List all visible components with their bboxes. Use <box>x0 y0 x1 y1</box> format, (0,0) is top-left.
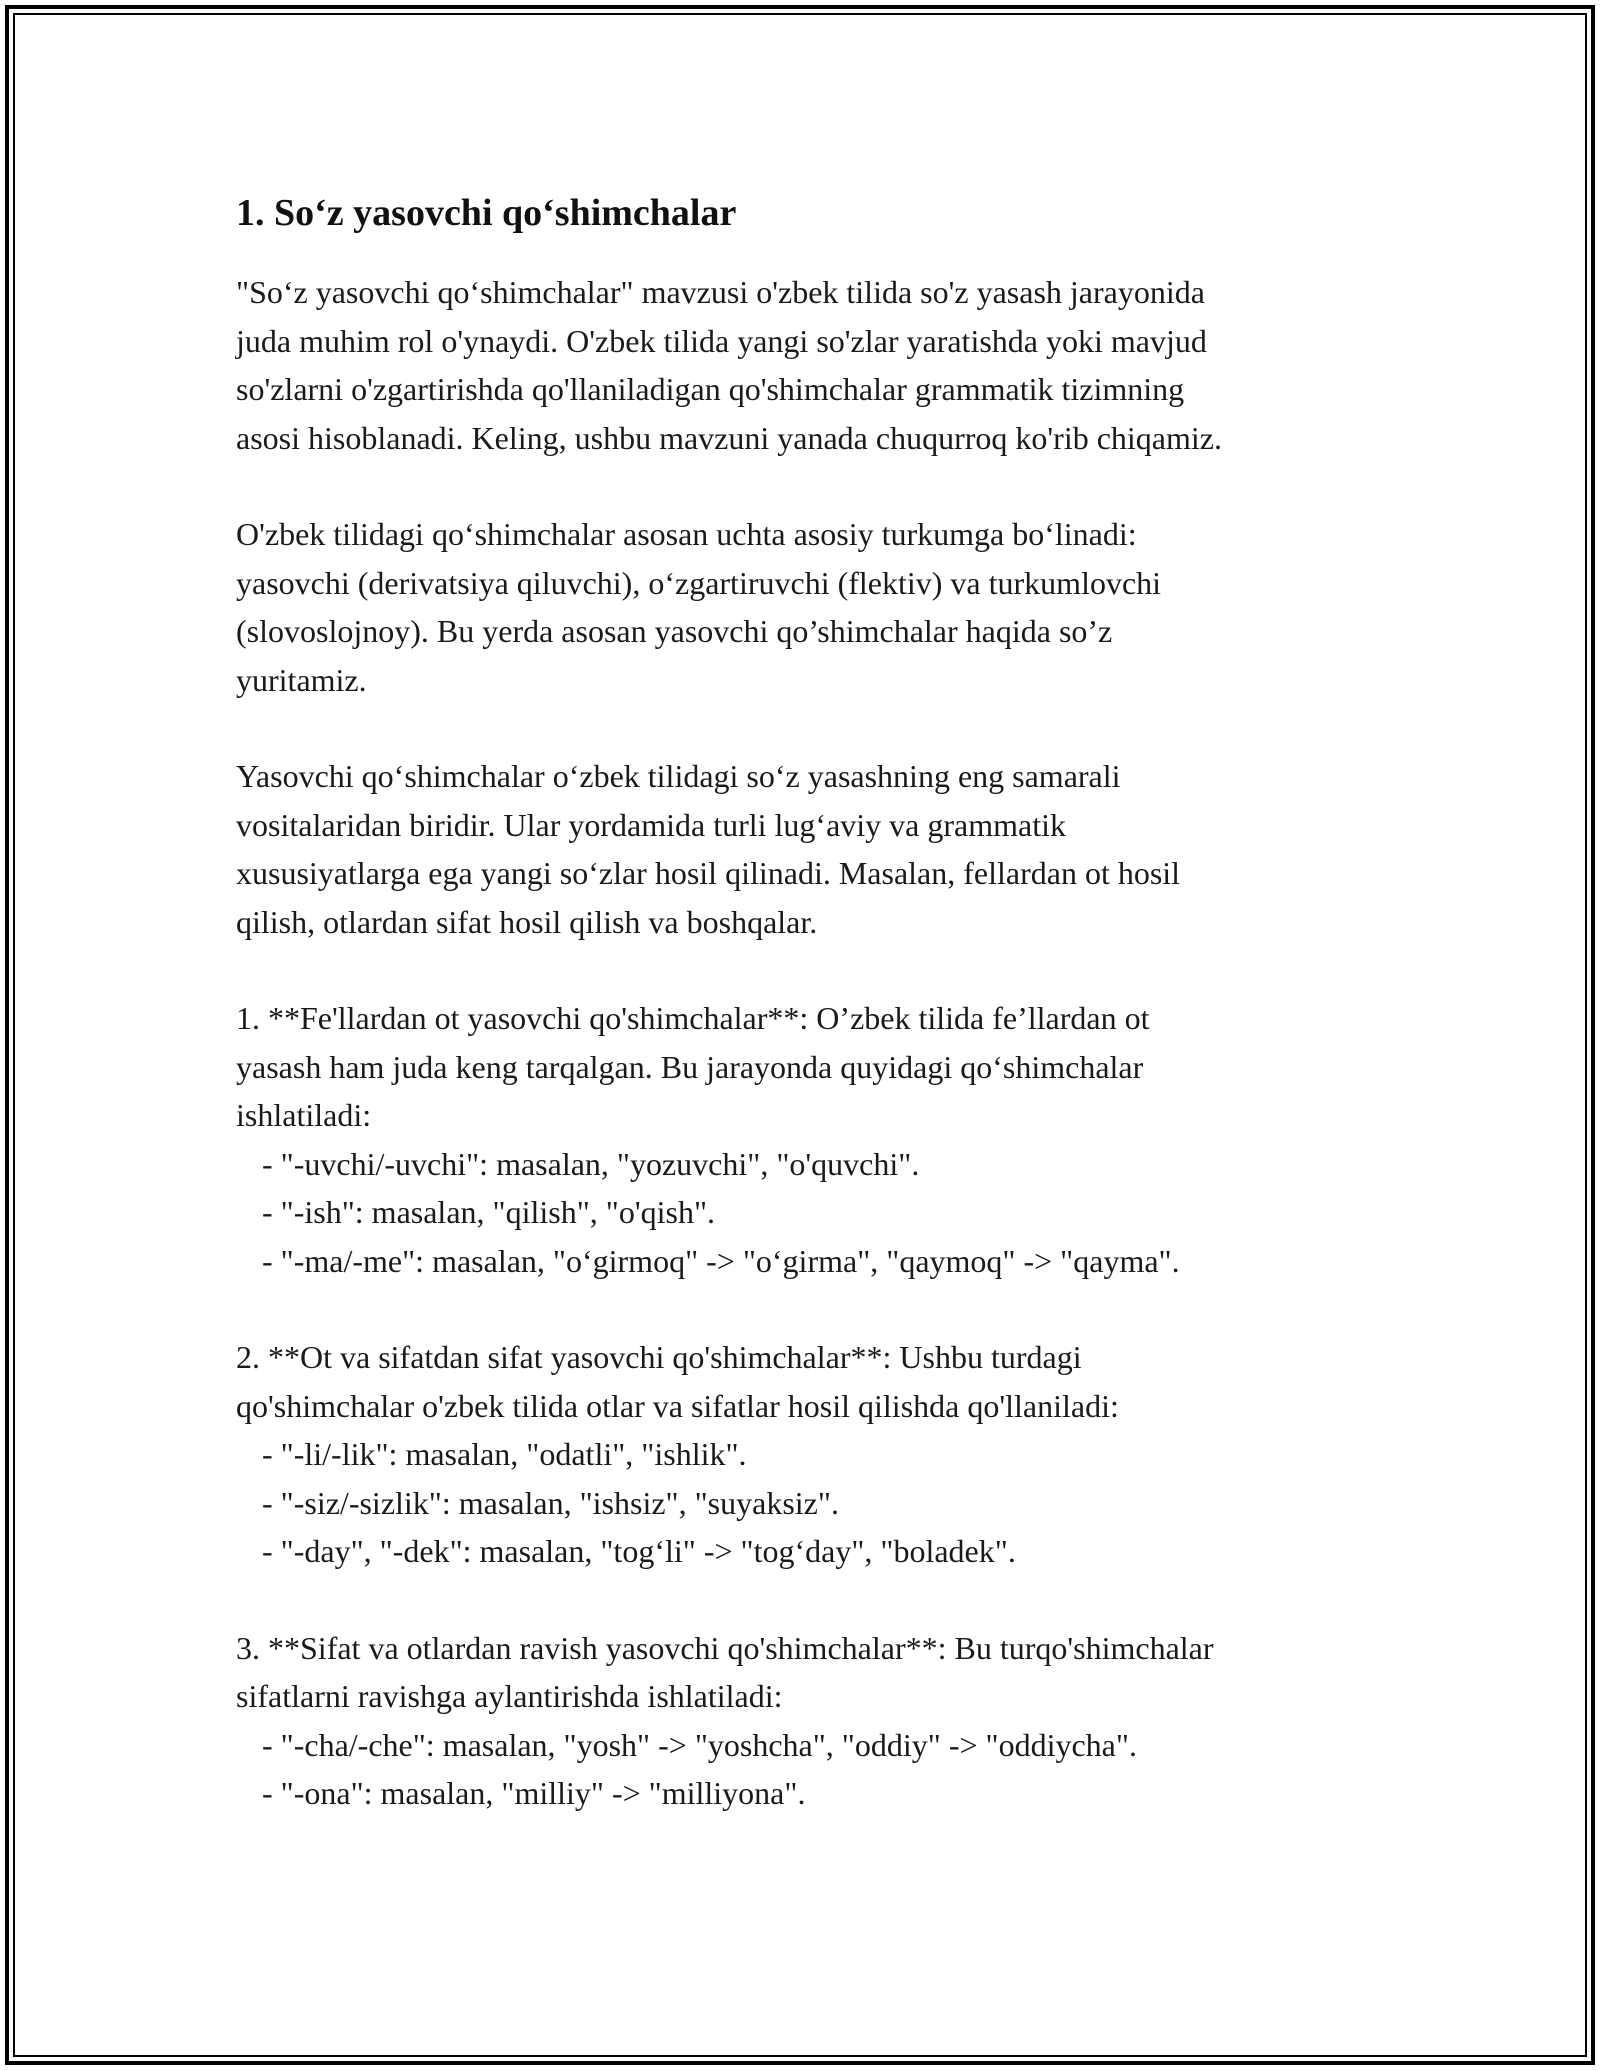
list-item: - "-uvchi/-uvchi": masalan, "yozuvchi", "o'quvchi". <box>262 1145 920 1182</box>
section-intro: 1. **Fe'llardan ot yasovchi qo'shimchalar**: O’zbek tilida fe’llardan ot yasash ham juda keng tarqalgan. Bu jarayonda quyidagi qo‘shimchalar ishlatiladi: <box>236 1000 1150 1133</box>
suffix-list <box>236 1140 1416 1286</box>
list-item: - "-ma/-me": masalan, "o‘girmoq" -> "o‘girma", "qaymoq" -> "qayma". <box>262 1242 1180 1279</box>
section-intro: 2. **Ot va sifatdan sifat yasovchi qo'shimchalar**: Ushbu turdagi qo'shimchalar o'zbek tilida otlar va sifatlar hosil qilishda qo'llaniladi: <box>236 1339 1119 1424</box>
list-item: - "-ish": masalan, "qilish", "o'qish". <box>262 1194 715 1230</box>
suffix-list <box>236 1430 1416 1576</box>
list-item: - "-cha/-che": masalan, "yosh" -> "yoshcha", "oddiy" -> "oddiycha". <box>262 1726 1137 1763</box>
list-item: - "-li/-lik": masalan, "odatli", "ishlik". <box>262 1436 747 1472</box>
section-adverb-suffixes <box>236 1624 1416 1818</box>
document-page <box>236 188 1416 1866</box>
section-intro: 3. **Sifat va otlardan ravish yasovchi qo'shimchalar**: Bu turqo'shimchalar sifatlarni ravishga aylantirishda ishlatiladi: <box>236 1629 1214 1714</box>
paragraph-derivational: Yasovchi qo‘shimchalar o‘zbek tilidagi so‘z yasashning eng samarali vositalaridan biridir. Ular yordamida turli lug‘aviy va grammatik xususiyatlarga ega yangi so‘zlar hosil qilinadi. Masalan, fellardan ot hosil qilish, otlardan sifat hosil qilish va boshqalar. <box>236 758 1181 940</box>
suffix-list <box>236 1721 1416 1818</box>
section-verb-to-noun <box>236 994 1416 1285</box>
paragraph-categories: O'zbek tilidagi qo‘shimchalar asosan uchta asosiy turkumga bo‘linadi: yasovchi (derivatsiya qiluvchi), o‘zgartiruvchi (flektiv) va turkumlovchi (slovoslojnoy). Bu yerda asosan yasovchi qo’shimchalar haqida so’z yuritamiz. <box>236 516 1162 698</box>
list-item: - "-day", "-dek": masalan, "tog‘li" -> "tog‘day", "boladek". <box>262 1533 1016 1569</box>
list-item: - "-ona": masalan, "milliy" -> "milliyona". <box>262 1775 806 1811</box>
document-title: 1. So‘z yasovchi qo‘shimchalar <box>236 192 737 234</box>
section-adjective-suffixes <box>236 1333 1416 1576</box>
paragraph-intro: "So‘z yasovchi qo‘shimchalar" mavzusi o'zbek tilida so'z yasash jarayonida juda muhim rol o'ynaydi. O'zbek tilida yangi so'zlar yaratishda yoki mavjud so'zlarni o'zgartirishda qo'llaniladigan qo'shimchalar grammatik tizimning asosi hisoblanadi. Keling, ushbu mavzuni yanada chuqurroq ko'rib chiqamiz. <box>236 274 1222 456</box>
list-item: - "-siz/-sizlik": masalan, "ishsiz", "suyaksiz". <box>262 1484 839 1521</box>
